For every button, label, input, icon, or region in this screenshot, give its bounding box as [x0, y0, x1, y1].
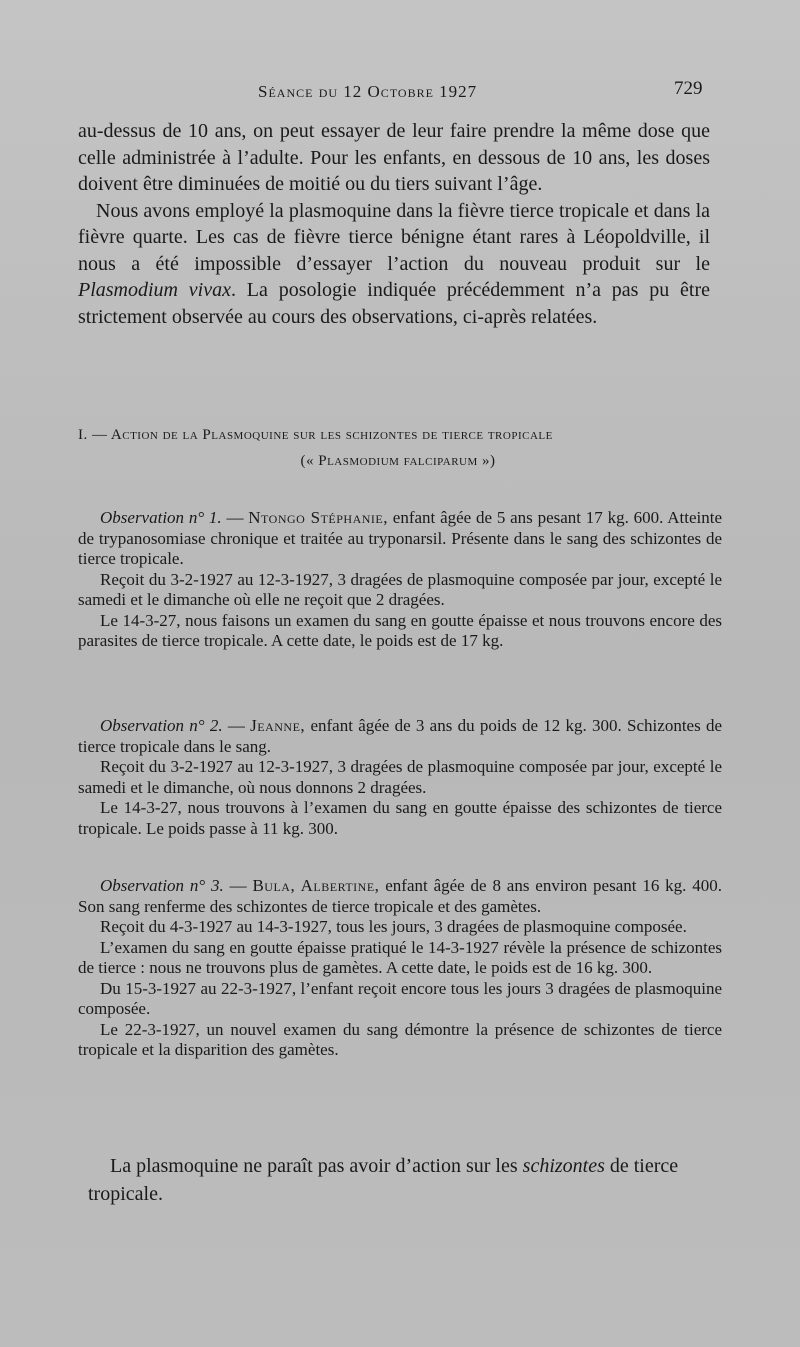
observation-paragraph: Le 14-3-27, nous faisons un examen du sang en goutte épaisse et nous trouvons encore des parasites de tierce tropicale. A cette date, le poids est de 17 kg. [78, 610, 722, 650]
observation-label: Observation n° 3. [100, 876, 224, 895]
dash: — [222, 716, 251, 735]
conclusion-text: La plasmoquine ne paraît pas avoir d’action sur les [110, 1155, 523, 1177]
page-number: 729 [674, 78, 703, 99]
observation-paragraph: Reçoit du 3-2-1927 au 12-3-1927, 3 dragées de plasmoquine composée par jour, excepté le samedi et le dimanche, où nous donnons 2 dragées. [78, 757, 722, 797]
observation-1-intro [78, 508, 722, 570]
page-header [0, 78, 800, 108]
section-heading [78, 422, 718, 474]
observation-paragraph: Du 15-3-1927 au 22-3-1927, l’enfant reçoit encore tous les jours 3 dragées de plasmoquine composée. [78, 978, 722, 1018]
observation-text: enfant âgée de 8 ans environ pesant 16 kg. 400. Son sang renferme des schizontes de tierce tropicale et des gamètes. [78, 876, 723, 916]
observation-paragraph: Reçoit du 4-3-1927 au 14-3-1927, tous les jours, 3 dragées de plasmoquine composée. [100, 917, 687, 936]
observation-paragraph: Le 14-3-27, nous trouvons à l’examen du sang en goutte épaisse des schizontes de tierce tropicale. Le poids passe à 11 kg. 300. [78, 798, 722, 838]
dash: — [223, 876, 253, 895]
section-heading-line1: I. — Action de la Plasmoquine sur les schizontes de tierce tropicale [78, 427, 553, 443]
observation-text: enfant âgée de 3 ans du poids de 12 kg. 300. Schizontes de tierce tropicale dans le sang. [78, 716, 723, 756]
observation-1 [78, 508, 722, 652]
conclusion-italic: schizontes [522, 1155, 605, 1177]
conclusion-text-end: de tierce tropicale. [88, 1155, 679, 1205]
intro-p2-text: Nous avons employé la plasmoquine dans la fièvre tierce tropicale et dans la fièvre quarte. Les cas de fièvre tierce bénigne étant rares à Léopoldville, il nous a été impossible d’essayer l’action du nouveau produit sur le [78, 199, 710, 275]
intro-paragraph-1: au-dessus de 10 ans, on peut essayer de leur faire prendre la même dose que celle administrée à l’adulte. Pour les enfants, en dessous de 10 ans, les doses doivent être diminuées de moitié ou du tiers suivant l’âge. [78, 120, 710, 195]
observation-paragraph: L’examen du sang en goutte épaisse pratiqué le 14-3-1927 révèle la présence de schizontes de tierce : nous ne trouvons plus de gamètes. A cette date, le poids est de 16 kg. 300. [78, 937, 722, 977]
conclusion [88, 1152, 728, 1208]
observation-3 [78, 876, 722, 1061]
section-heading-line2: (« Plasmodium falciparum ») [300, 453, 496, 469]
intro-text [78, 118, 710, 330]
patient-name: Bula, Albertine, [252, 876, 380, 895]
patient-name: Ntongo Stéphanie, [248, 508, 388, 527]
intro-paragraph-2 [78, 198, 710, 331]
species-name: Plasmodium vivax [78, 279, 231, 301]
observation-label: Observation n° 1. [100, 508, 222, 527]
patient-name: Jeanne, [250, 716, 306, 735]
observation-label: Observation n° 2. [100, 716, 223, 735]
observation-paragraph: Reçoit du 3-2-1927 au 12-3-1927, 3 dragées de plasmoquine composée par jour, excepté le samedi et le dimanche où elle ne reçoit que 2 dragées. [78, 569, 722, 609]
observation-text: enfant âgée de 5 ans pesant 17 kg. 600. Atteinte de trypanosomiase chronique et traitée au tryponarsil. Présente dans le sang des schizontes de tierce tropicale. [78, 508, 723, 568]
intro-p2-text-end: . La posologie indiquée précédemment n’a pas pu être strictement observée au cours des observations, ci-après relatées. [78, 279, 711, 328]
conclusion-paragraph [88, 1152, 728, 1208]
observation-3-intro [78, 876, 722, 917]
observation-2 [78, 716, 722, 839]
dash: — [221, 508, 249, 527]
running-head: Séance du 12 Octobre 1927 [258, 82, 478, 101]
observation-2-intro [78, 716, 722, 757]
observation-paragraph: Le 22-3-1927, un nouvel examen du sang démontre la présence de schizontes de tierce tropicale et la disparition des gamètes. [78, 1019, 722, 1059]
